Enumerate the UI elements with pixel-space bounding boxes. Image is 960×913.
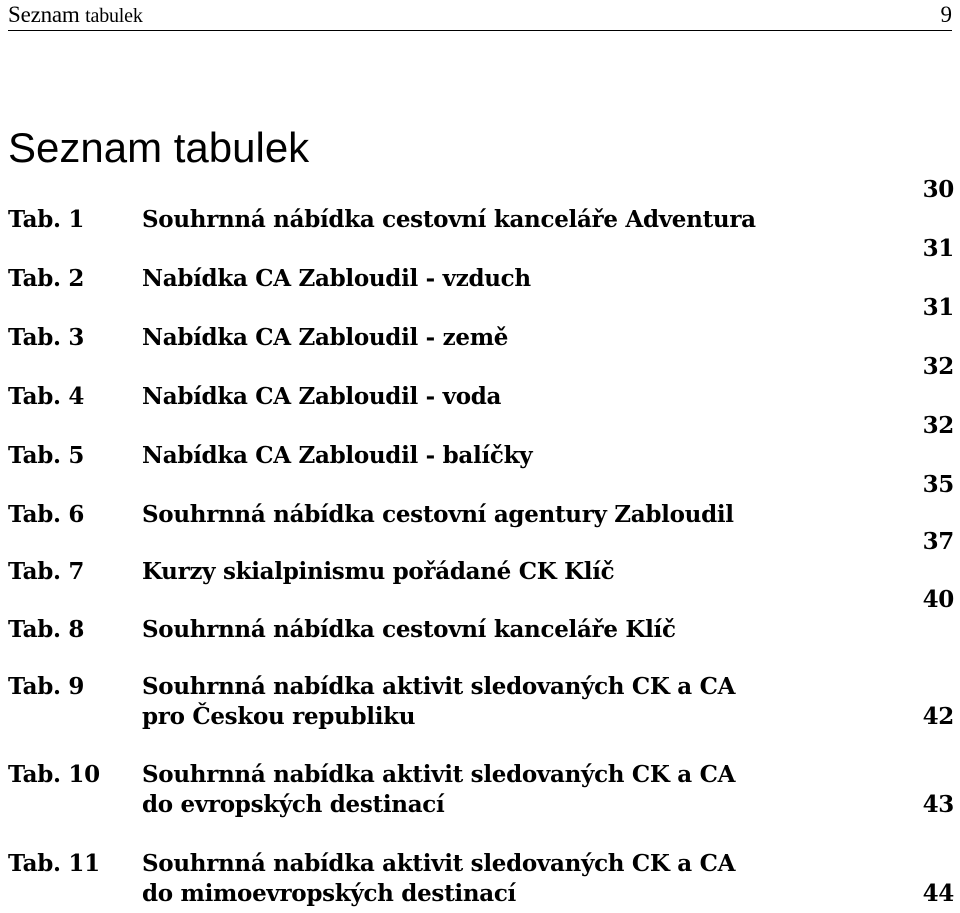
entry-caption-line1: Kurzy skialpinismu pořádané CK Klíč <box>142 558 615 585</box>
entry-label: Tab. 6 <box>8 501 85 528</box>
entry-page-number: 31 <box>922 294 954 321</box>
toc-entry[interactable] <box>8 760 954 820</box>
entry-caption-line1: Nabídka CA Zabloudil - voda <box>142 383 502 410</box>
toc-entry[interactable] <box>8 849 954 909</box>
running-header-page-number: 9 <box>940 2 952 27</box>
entry-caption-line2: do mimoevropských destinací <box>142 880 516 907</box>
entry-page-number: 30 <box>922 176 954 203</box>
entry-caption <box>142 672 842 732</box>
entry-label: Tab. 7 <box>8 558 85 585</box>
entry-caption-line1: Nabídka CA Zabloudil - balíčky <box>142 442 533 469</box>
entry-caption-line1: Souhrnná nabídka aktivit sledovaných CK a CA <box>142 673 736 700</box>
entry-caption-line1: Souhrnná nabídka aktivit sledovaných CK a CA <box>142 850 736 877</box>
entry-page-number: 31 <box>922 235 954 262</box>
entry-label: Tab. 8 <box>8 616 85 643</box>
entry-caption <box>142 264 842 294</box>
entry-caption-line2: pro Českou republiku <box>142 703 416 730</box>
toc-entry[interactable] <box>8 672 954 732</box>
entry-caption <box>142 441 842 471</box>
entry-label: Tab. 10 <box>8 761 100 788</box>
entry-caption <box>142 205 842 235</box>
running-header <box>8 0 952 31</box>
entry-caption-line2: do evropských destinací <box>142 791 445 818</box>
entry-caption <box>142 382 842 412</box>
running-header-title <box>8 2 143 28</box>
entry-caption <box>142 615 842 645</box>
entry-caption <box>142 760 842 820</box>
entry-label: Tab. 9 <box>8 673 85 700</box>
entry-caption-line1: Nabídka CA Zabloudil - vzduch <box>142 265 531 292</box>
entry-caption <box>142 323 842 353</box>
running-header-title-main: Seznam <box>8 2 80 27</box>
entry-caption <box>142 849 842 909</box>
entry-label: Tab. 2 <box>8 265 85 292</box>
entry-page-number: 42 <box>922 703 954 730</box>
running-header-title-small: tabulek <box>85 5 143 27</box>
entry-label: Tab. 1 <box>8 206 85 233</box>
entry-page-number: 32 <box>922 412 954 439</box>
entry-page-number: 37 <box>922 528 954 555</box>
entry-label: Tab. 5 <box>8 442 85 469</box>
entry-page-number: 44 <box>922 880 954 907</box>
entry-caption <box>142 557 842 587</box>
entry-page-number: 35 <box>922 471 954 498</box>
entry-label: Tab. 11 <box>8 850 100 877</box>
entry-caption-line1: Souhrnná nábídka cestovní agentury Zabloudil <box>142 501 734 528</box>
entry-caption-line1: Souhrnná nabídka aktivit sledovaných CK a CA <box>142 761 736 788</box>
entry-caption-line1: Souhrnná nábídka cestovní kanceláře Adventura <box>142 206 756 233</box>
entry-label: Tab. 3 <box>8 324 85 351</box>
entry-page-number: 32 <box>922 353 954 380</box>
entry-caption-line1: Nabídka CA Zabloudil - země <box>142 324 509 351</box>
entry-caption-line1: Souhrnná nábídka cestovní kanceláře Klíč <box>142 616 676 643</box>
page-title: Seznam tabulek <box>8 124 310 171</box>
entry-caption <box>142 500 842 530</box>
entry-label: Tab. 4 <box>8 383 85 410</box>
entry-page-number: 40 <box>922 586 954 613</box>
entry-page-number: 43 <box>922 791 954 818</box>
